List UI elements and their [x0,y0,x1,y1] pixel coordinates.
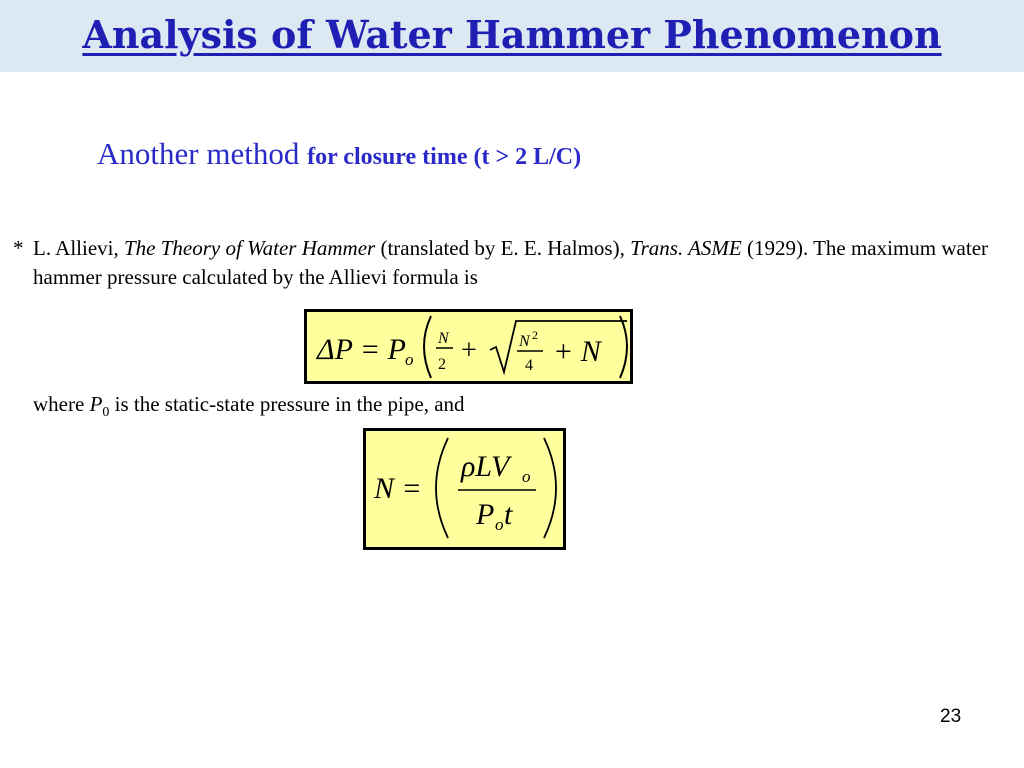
reference-translation: (translated by E. E. Halmos), [375,236,631,260]
reference-journal: Trans. ASME [630,236,742,260]
reference-author: L. Allievi, [33,236,124,260]
formula2-numerator: ρLV [461,450,510,483]
footnote-star: * [13,236,24,260]
formula2-den-p: P [476,498,495,531]
right-paren [620,316,627,378]
where-var: P [89,392,103,416]
subtitle-plain: Another method [97,136,308,171]
reference-book-title: The Theory of Water Hammer [124,236,376,260]
formula1-plus-n: + N [553,335,601,368]
allievi-formula-box [304,309,633,384]
right-paren-2 [544,438,556,538]
allievi-formula [307,312,630,381]
formula2-den-t: t [504,498,513,531]
formula1-den-b: 4 [525,357,533,374]
left-paren-2 [436,438,448,538]
formula1-lhs: ΔP = P [317,333,406,366]
subtitle [97,136,581,172]
page-number: 23 [940,706,962,727]
subtitle-bold: for closure time (t > 2 L/C) [307,144,582,170]
formula1-num-b: N [519,333,530,350]
slide-title: Analysis of Water Hammer Phenomenon [82,12,942,57]
where-prefix: where [33,392,90,416]
formula1-sup-b: 2 [532,328,538,342]
formula1-sub-o: o [405,350,414,369]
formula1-num-a: N [438,330,449,347]
where-sub: 0 [102,405,110,421]
where-line [33,392,465,421]
formula2-den-sub: o [495,515,504,534]
n-formula [366,431,563,547]
left-paren [424,316,431,378]
formula1-den-a: 2 [438,356,446,373]
n-formula-box [363,428,566,550]
formula2-lhs: N = [374,472,422,505]
reference-rest: (1929). The maximum water hammer pressure calculated by the Allievi formula is [33,236,989,289]
reference-text [33,234,1003,292]
where-suffix: is the static-state pressure in the pipe, and [109,392,465,416]
formula1-plus: + [461,335,477,366]
formula2-num-sub: o [522,467,531,486]
